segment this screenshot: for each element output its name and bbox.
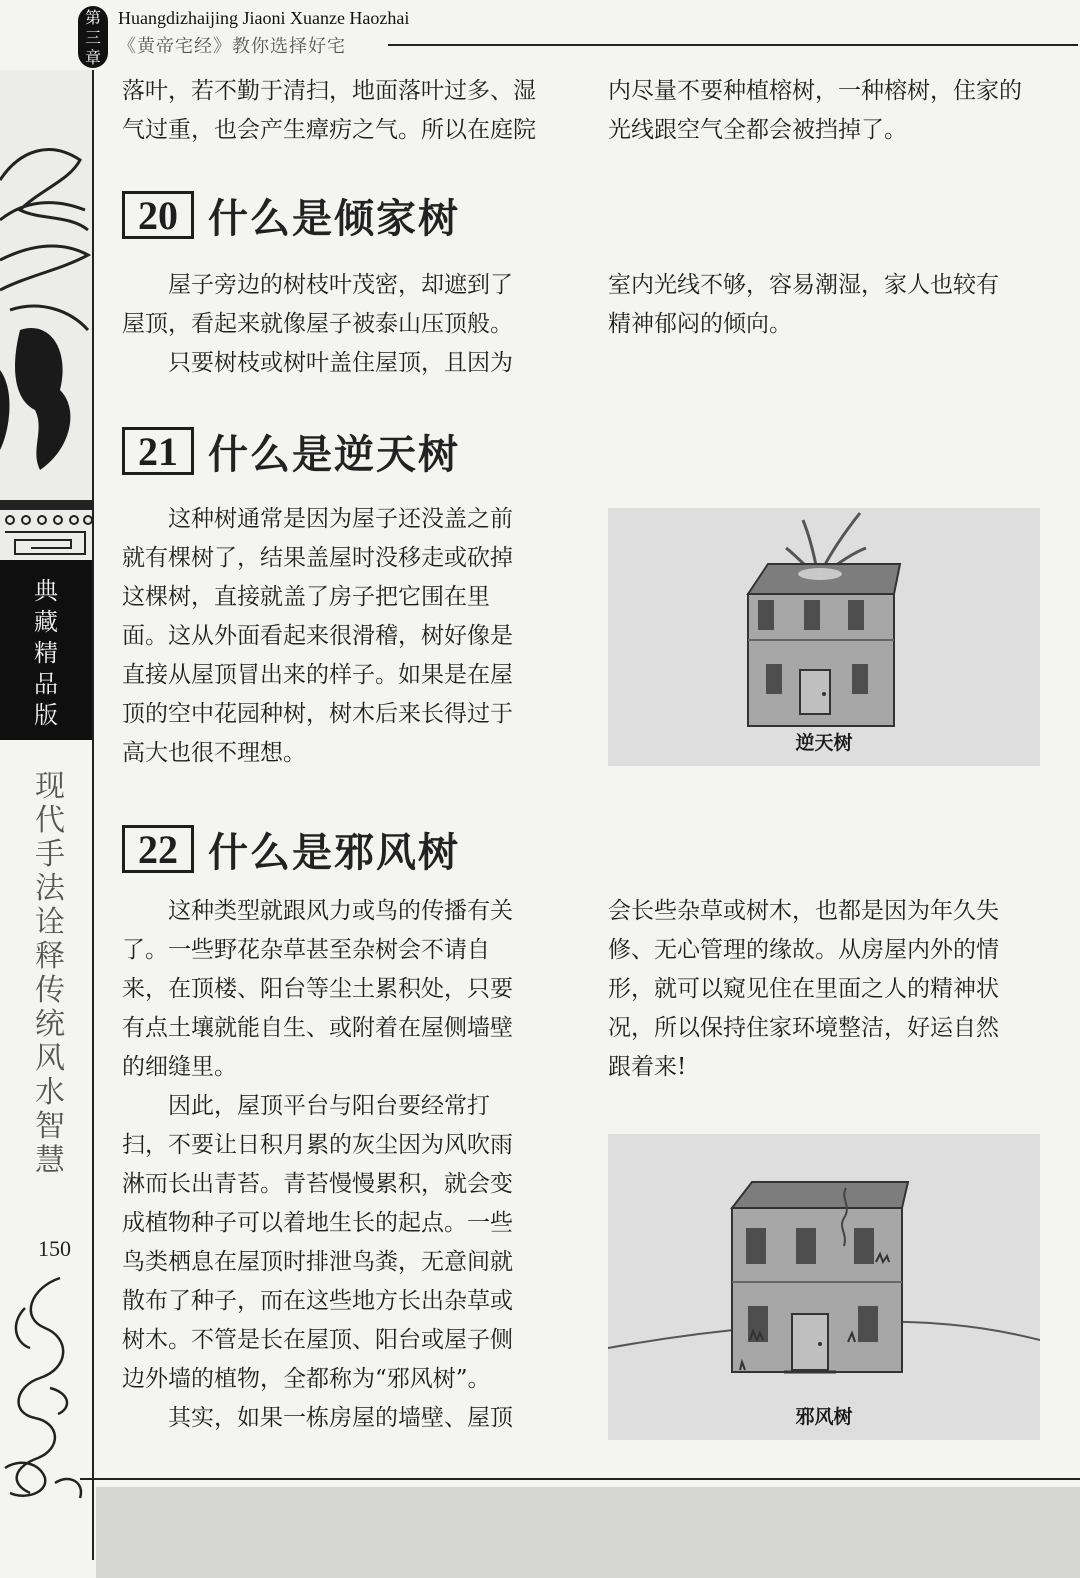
cloud-ornament-icon (0, 70, 92, 560)
paragraph-line: 淋而长出青苔。青苔慢慢累积，就会变 (122, 1171, 513, 1197)
section-title: 什么是邪风树 (208, 829, 460, 876)
vertical-title-char: 慧 (35, 1143, 65, 1178)
vertical-title-char: 水 (35, 1075, 65, 1110)
paragraph-line: 直接从屋顶冒出来的样子。如果是在屋 (122, 662, 513, 688)
ribbon-char: 版 (34, 701, 58, 729)
section-number: 21 (122, 427, 194, 475)
paragraph-line: 落叶，若不勤于清扫，地面落叶过多、湿 (122, 78, 536, 104)
figure-weeds-on-house (608, 1134, 1040, 1440)
vertical-title-char: 诠 (35, 905, 65, 940)
section-21-left-column (122, 500, 562, 773)
footer-band (96, 1487, 1080, 1578)
ribbon-char: 藏 (34, 608, 58, 636)
paragraph-line: 来，在顶楼、阳台等尘土累积处，只要 (122, 976, 513, 1002)
vertical-book-title (30, 770, 70, 1178)
paragraph-line: 光线跟空气全都会被挡掉了。 (608, 117, 907, 143)
vertical-title-char: 统 (35, 1007, 65, 1042)
paragraph-line: 鸟类栖息在屋顶时排泄鸟粪，无意间就 (122, 1249, 513, 1275)
paragraph-line: 因此，屋顶平台与阳台要经常打 (168, 1093, 490, 1119)
vertical-title-char: 法 (35, 871, 65, 906)
paragraph-line: 高大也很不理想。 (122, 740, 306, 766)
paragraph-line: 树木。不管是长在屋顶、阳台或屋子侧 (122, 1327, 513, 1353)
paragraph-line: 成植物种子可以着地生长的起点。一些 (122, 1210, 513, 1236)
paragraph-line: 形，就可以窥见住在里面之人的精神状 (608, 976, 999, 1002)
vertical-title-char: 释 (35, 939, 65, 974)
paragraph-line: 修、无心管理的缘故。从房屋内外的情 (608, 937, 999, 963)
paragraph-line: 有点土壤就能自生、或附着在屋侧墙壁 (122, 1015, 513, 1041)
paragraph-line: 况，所以保持住家环境整洁，好运自然 (608, 1015, 999, 1041)
paragraph-line: 屋子旁边的树枝叶茂密，却遮到了 (168, 272, 513, 298)
paragraph-line: 会长些杂草或树木，也都是因为年久失 (608, 898, 999, 924)
section-22-left-column (122, 892, 562, 1438)
vertical-title-char: 智 (35, 1109, 65, 1144)
vertical-title-char: 现 (35, 769, 65, 804)
paragraph-line: 这种类型就跟风力或鸟的传播有关 (168, 898, 513, 924)
paragraph-line: 室内光线不够，容易潮湿，家人也较有 (608, 272, 999, 298)
ribbon-char: 品 (34, 670, 58, 698)
running-header-title: 《黄帝宅经》教你选择好宅 (118, 36, 346, 57)
margin-rule (92, 70, 94, 1560)
section-22-right-column (608, 892, 1048, 1087)
section-heading-20 (122, 186, 460, 244)
house-with-weeds-illustration (608, 1134, 1040, 1440)
paragraph-line: 只要树枝或树叶盖住屋顶，且因为 (168, 350, 513, 376)
figure-tree-through-roof (608, 508, 1040, 766)
paragraph-line: 精神郁闷的倾向。 (608, 311, 792, 337)
vertical-title-char: 代 (35, 803, 65, 838)
section-heading-22 (122, 820, 460, 878)
section-20-right-column (608, 266, 1048, 344)
paragraph-line: 其实，如果一栋房屋的墙壁、屋顶 (168, 1405, 513, 1431)
page-number: 150 (38, 1236, 71, 1261)
vertical-title-char: 风 (35, 1041, 65, 1076)
intro-right-column (608, 72, 1048, 150)
paragraph-line: 的细缝里。 (122, 1054, 237, 1080)
section-20-left-column (122, 266, 562, 383)
paragraph-line: 这棵树，直接就盖了房子把它围在里 (122, 584, 490, 610)
running-header-pinyin: Huangdizhaijing Jiaoni Xuanze Haozhai (118, 8, 410, 28)
ribbon-char: 典 (34, 577, 58, 605)
chapter-badge-text: 第三章 (84, 8, 101, 67)
paragraph-line: 内尽量不要种植榕树，一种榕树，住家的 (608, 78, 1022, 104)
paragraph-line: 扫，不要让日积月累的灰尘因为风吹雨 (122, 1132, 513, 1158)
paragraph-line: 屋顶，看起来就像屋子被泰山压顶般。 (122, 311, 513, 337)
vertical-title-char: 手 (35, 837, 65, 872)
swirl-ornament-icon (0, 1268, 92, 1508)
paragraph-line: 散布了种子，而在这些地方长出杂草或 (122, 1288, 513, 1314)
intro-left-column (122, 72, 562, 150)
section-number: 20 (122, 191, 194, 239)
footer-rule (80, 1478, 1080, 1480)
ribbon-char: 精 (34, 639, 58, 667)
section-number: 22 (122, 825, 194, 873)
section-title: 什么是倾家树 (208, 195, 460, 242)
paragraph-line: 跟着来! (608, 1054, 687, 1080)
vertical-title-char: 传 (35, 973, 65, 1008)
paragraph-line: 就有棵树了，结果盖屋时没移走或砍掉 (122, 545, 513, 571)
paragraph-line: 面。这从外面看起来很滑稽，树好像是 (122, 623, 513, 649)
edition-ribbon (0, 560, 92, 740)
paragraph-line: 气过重，也会产生瘴疠之气。所以在庭院 (122, 117, 536, 143)
figure-caption: 逆天树 (795, 732, 853, 754)
section-heading-21 (122, 422, 460, 480)
paragraph-line: 了。一些野花杂草甚至杂树会不请自 (122, 937, 490, 963)
section-title: 什么是逆天树 (208, 431, 460, 478)
figure-caption: 邪风树 (795, 1406, 853, 1428)
header-rule (388, 44, 1078, 46)
paragraph-line: 顶的空中花园种树，树木后来长得过于 (122, 701, 513, 727)
paragraph-line: 边外墙的植物，全都称为“邪风树”。 (122, 1366, 491, 1392)
chapter-badge (78, 6, 108, 68)
paragraph-line: 这种树通常是因为屋子还没盖之前 (168, 506, 513, 532)
